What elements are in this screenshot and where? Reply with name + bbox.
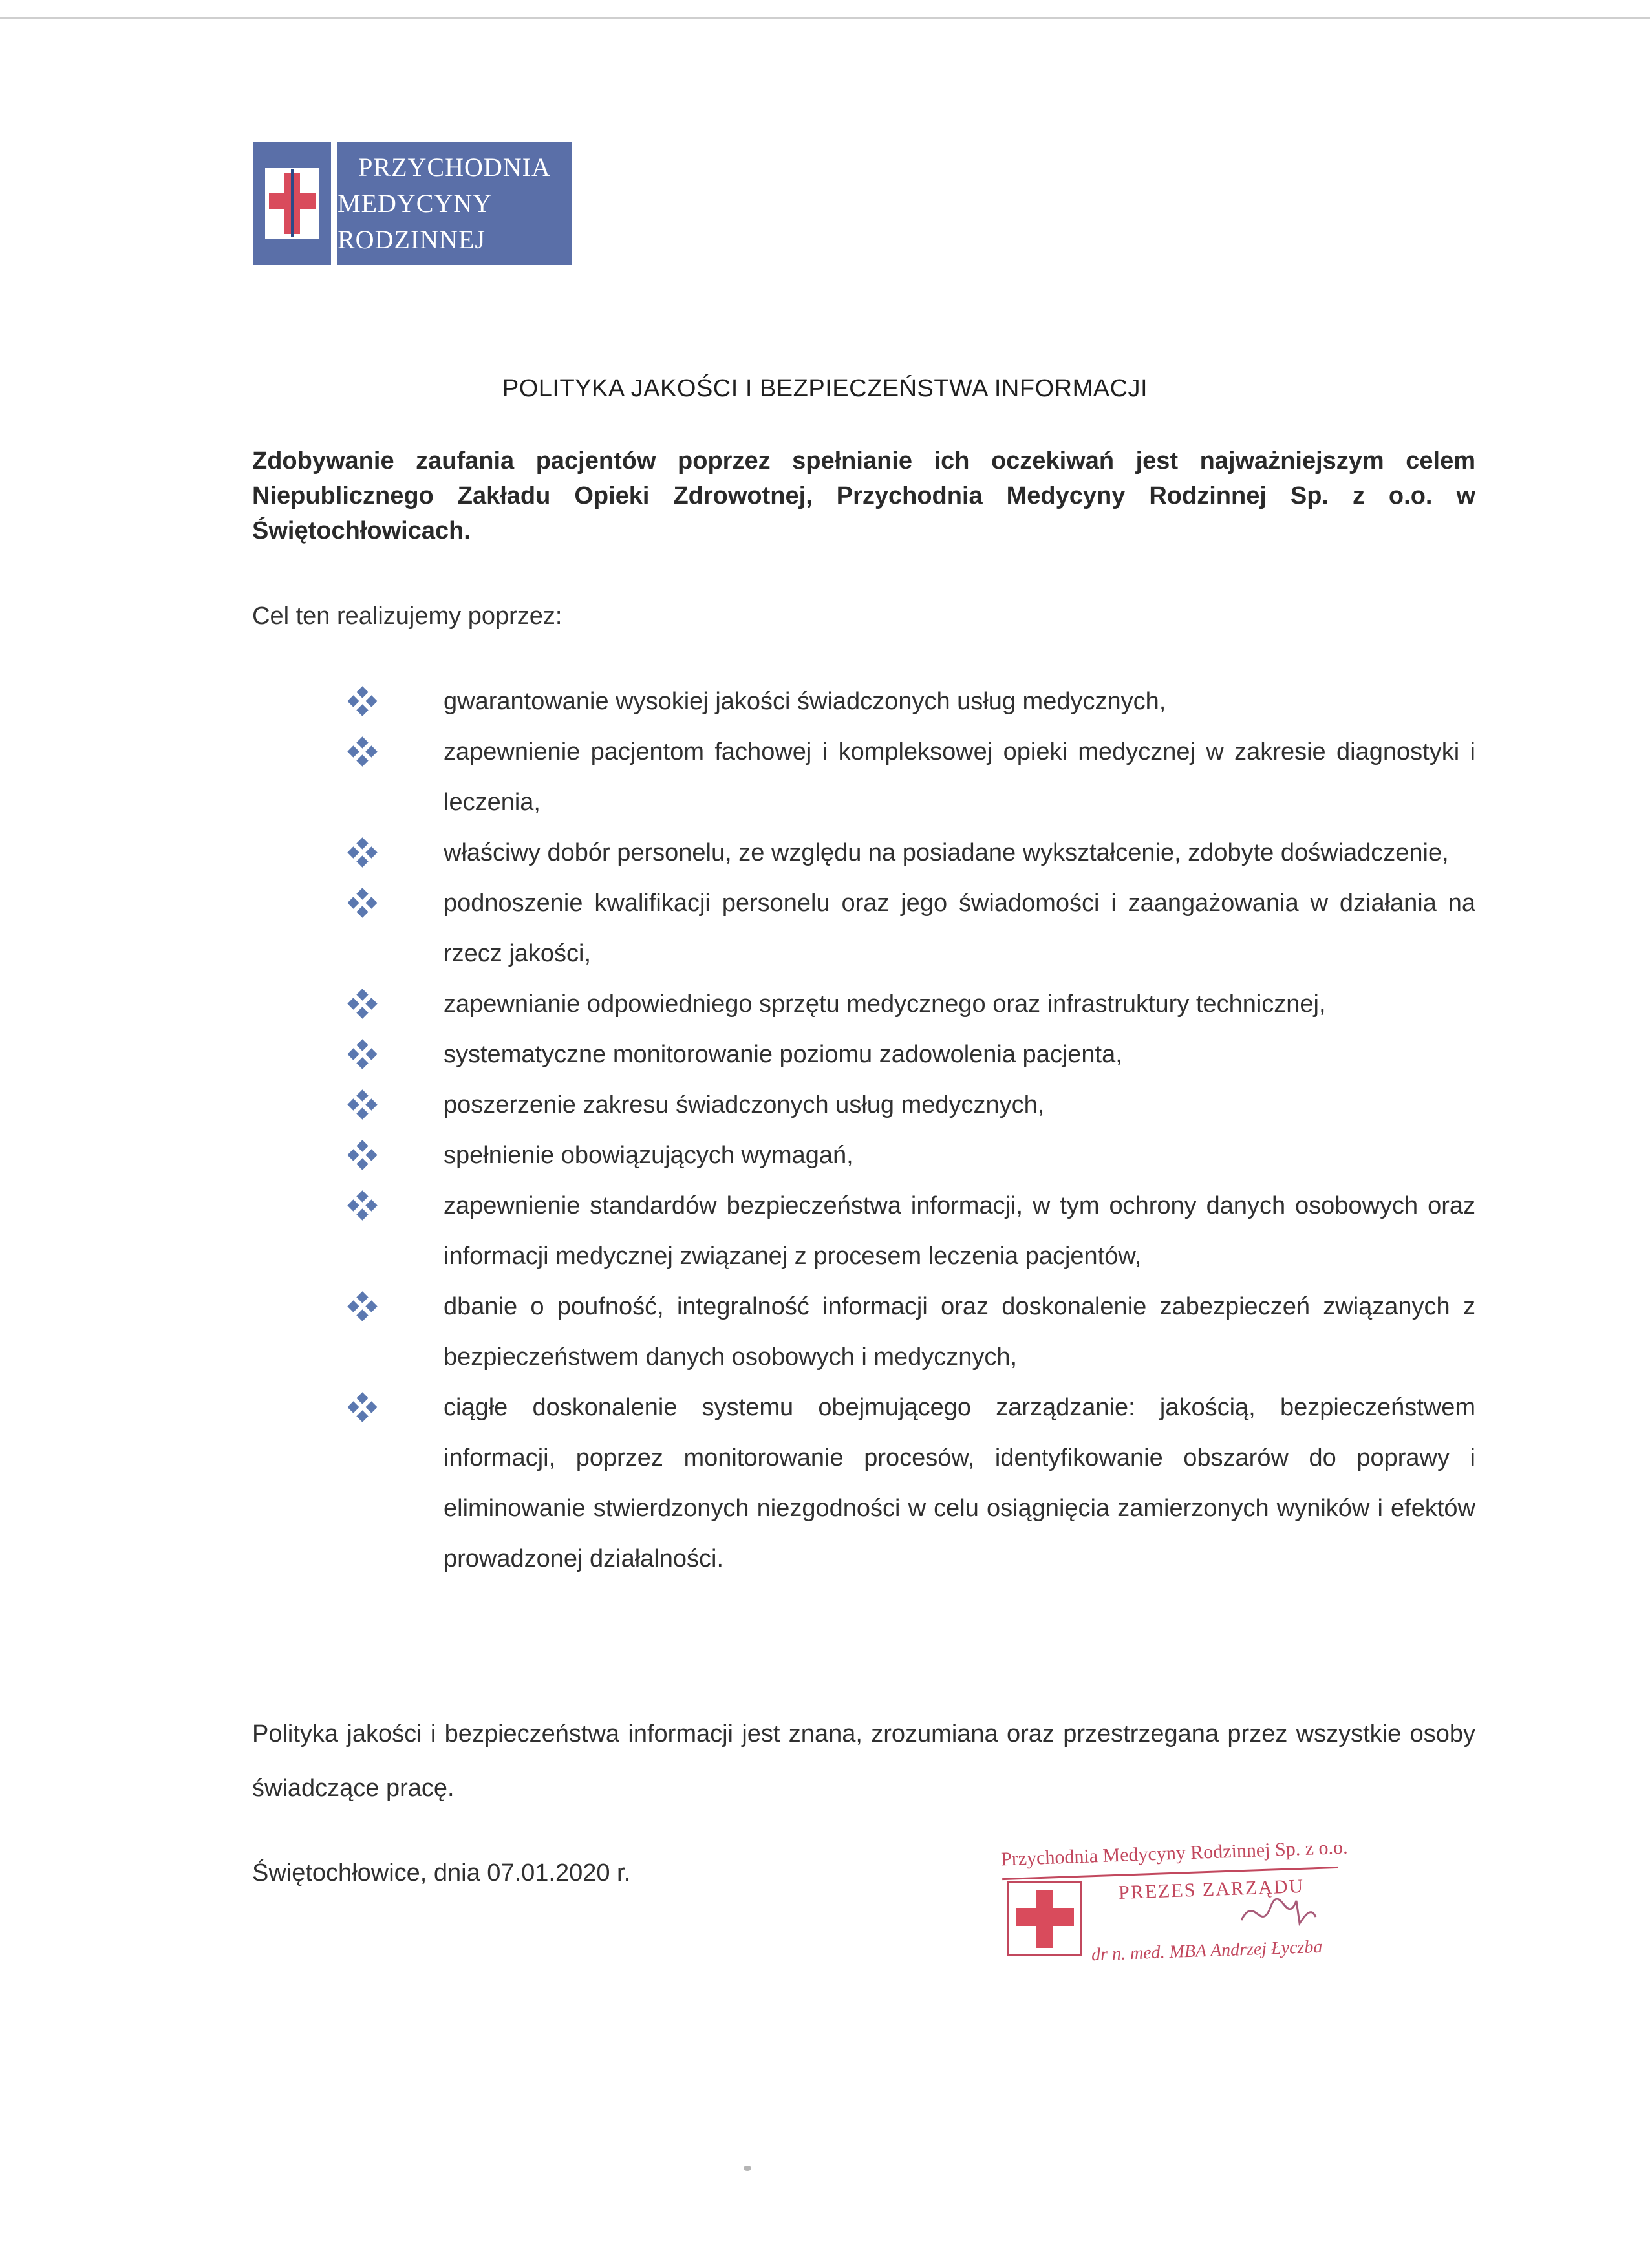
- list-item: dbanie o poufność, integralność informacji oraz doskonalenie zabezpieczeń związanych z bezpieczeństwem danych osobowych i medycznych,: [349, 1281, 1475, 1382]
- place-and-date: Świętochłowice, dnia 07.01.2020 r.: [252, 1859, 631, 1887]
- list-item: gwarantowanie wysokiej jakości świadczonych usług medycznych,: [349, 676, 1475, 727]
- list-item: zapewnianie odpowiedniego sprzętu medycznego oraz infrastruktury technicznej,: [349, 979, 1475, 1029]
- logo-text: [338, 142, 572, 265]
- list-item: spełnienie obowiązujących wymagań,: [349, 1130, 1475, 1181]
- company-stamp: [996, 1836, 1358, 1972]
- list-item: ciągłe doskonalenie systemu obejmującego zarządzanie: jakością, bezpieczeństwem informacji, poprzez monitorowanie procesów, identyfikowanie obszarów do poprawy i eliminowanie stwierdzonych niezgodności w celu osiągnięcia zamierzonych wyników i efektów prowadzonej działalności.: [349, 1382, 1475, 1584]
- lead-text: Cel ten realizujemy poprzez:: [252, 603, 562, 630]
- stamp-company-name: Przychodnia Medycyny Rodzinnej Sp. z o.o.: [1000, 1836, 1348, 1870]
- document-title: POLITYKA JAKOŚCI I BEZPIECZEŃSTWA INFORMACJI: [502, 375, 1148, 402]
- list-item: właściwy dobór personelu, ze względu na posiadane wykształcenie, zdobyte doświadczenie,: [349, 828, 1475, 878]
- closing-paragraph: Polityka jakości i bezpieczeństwa informacji jest znana, zrozumiana oraz przestrzegana przez wszystkie osoby świadczące pracę.: [252, 1720, 1475, 1802]
- stamp-cross-icon: [1007, 1881, 1082, 1956]
- four-diamond-bullet-icon: [349, 990, 375, 1016]
- logo-line-2: MEDYCYNY RODZINNEJ: [338, 189, 491, 254]
- logo-line-1: PRZYCHODNIA: [358, 153, 551, 182]
- four-diamond-bullet-icon: [349, 688, 375, 714]
- intro-paragraph: Zdobywanie zaufania pacjentów poprzez spełnianie ich oczekiwań jest najważniejszym celem Niepublicznego Zakładu Opieki Zdrowotnej, Przychodnia Medycyny Rodzinnej Sp. z o.o. w Świętochłowicach.: [252, 447, 1475, 544]
- four-diamond-bullet-icon: [349, 1293, 375, 1319]
- list-item: systematyczne monitorowanie poziomu zadowolenia pacjenta,: [349, 1029, 1475, 1080]
- policy-bullet-list: [349, 676, 1475, 1584]
- four-diamond-bullet-icon: [349, 890, 375, 915]
- medical-cross-logo-icon: [253, 142, 331, 265]
- clinic-logo: [253, 142, 572, 265]
- scan-speck: [744, 2166, 751, 2171]
- stamp-signatory-name: dr n. med. MBA Andrzej Łyczba: [1091, 1936, 1323, 1965]
- four-diamond-bullet-icon: [349, 1394, 375, 1420]
- list-item: zapewnienie standardów bezpieczeństwa informacji, w tym ochrony danych osobowych oraz informacji medycznej związanej z procesem leczenia pacjentów,: [349, 1181, 1475, 1281]
- four-diamond-bullet-icon: [349, 738, 375, 764]
- scan-edge: [0, 17, 1650, 19]
- four-diamond-bullet-icon: [349, 1142, 375, 1168]
- list-item: zapewnienie pacjentom fachowej i kompleksowej opieki medycznej w zakresie diagnostyki i leczenia,: [349, 727, 1475, 828]
- list-item: poszerzenie zakresu świadczonych usług medycznych,: [349, 1080, 1475, 1130]
- handwritten-signature: [1235, 1888, 1319, 1940]
- stamp-role: PREZES ZARZĄDU: [1118, 1875, 1305, 1904]
- four-diamond-bullet-icon: [349, 1192, 375, 1218]
- four-diamond-bullet-icon: [349, 1041, 375, 1067]
- four-diamond-bullet-icon: [349, 839, 375, 865]
- four-diamond-bullet-icon: [349, 1091, 375, 1117]
- list-item: podnoszenie kwalifikacji personelu oraz jego świadomości i zaangażowania w działania na rzecz jakości,: [349, 878, 1475, 979]
